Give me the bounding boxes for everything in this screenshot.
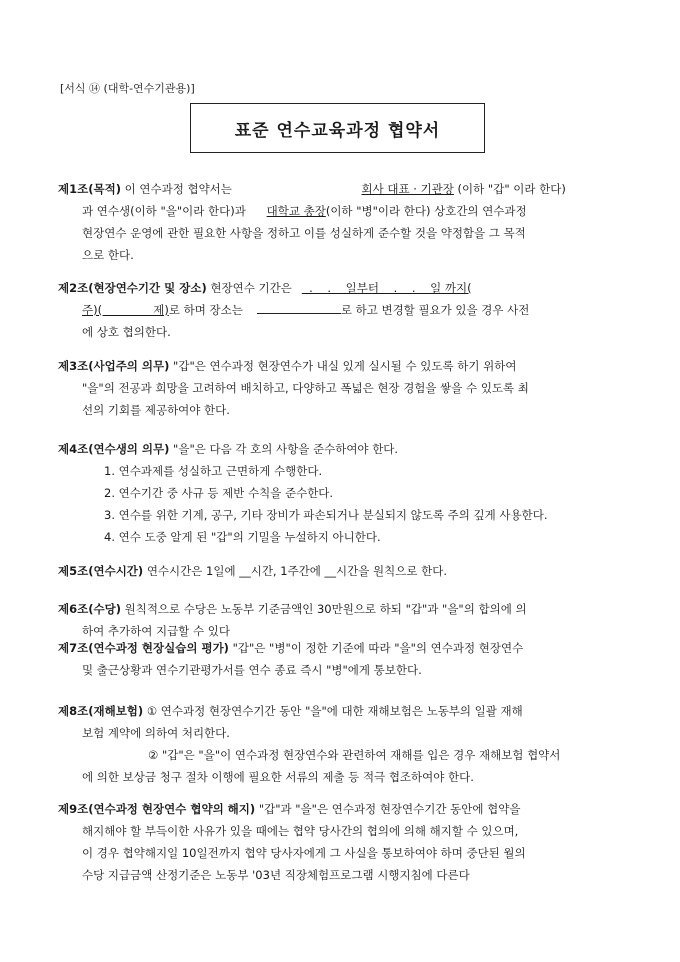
- article-6-heading: 제6조(수당): [58, 602, 121, 616]
- article-5-line-1: [58, 560, 626, 582]
- article-2: [58, 277, 626, 343]
- article-1-line-4: 으로 한다.: [82, 248, 134, 262]
- article-1-heading: 제1조(목적): [58, 182, 121, 196]
- form-label: [서식 ⑭ (대학-연수기관용)]: [60, 82, 195, 95]
- article-3-heading: 제3조(사업주의 의무): [58, 359, 170, 373]
- article-4: [58, 438, 626, 548]
- article-2-text-3: 로 하고 변경할 필요가 있을 경우 사전: [340, 303, 530, 317]
- article-3: [58, 355, 626, 421]
- article-3-line-2: "을"의 전공과 희망을 고려하여 배치하고, 다양하고 폭넓은 현장 경험을 쌓을 수 있도록 최: [82, 381, 529, 395]
- article-9-heading: 제9조(연수과정 현장연수 협약의 해지): [58, 802, 256, 816]
- article-9-line-3: 이 경우 협약해지일 10일전까지 협약 당사자에게 그 사실을 통보하여야 하며 중단된 월의: [82, 846, 526, 860]
- article-6-line-2: 하여 추가하여 지급할 수 있다: [82, 624, 230, 638]
- article-8: [58, 700, 626, 788]
- article-6-text-1: 원칙적으로 수당은 노동부 기준금액인 30만원으로 하되 "갑"과 "을"의 합의에 의: [120, 602, 527, 616]
- article-9-line-2: 해지해야 할 부득이한 사유가 있을 때에는 협약 당사간의 협의에 의해 해지할 수 있으며,: [82, 824, 519, 838]
- article-3-line-1: [58, 355, 626, 377]
- article-1-text-2: (이하 "갑" 이라 한다): [453, 182, 566, 196]
- article-9-line-4: 수당 지급금액 산정기준은 노동부 '03년 직장체험프로그램 시행지침에 다른다: [82, 868, 470, 882]
- article-4-line-1: [58, 438, 626, 460]
- article-2-line-1: [58, 277, 626, 299]
- article-8-line-2: 보험 계약에 의하여 처리한다.: [82, 726, 230, 740]
- article-8-line-4: 에 의한 보상금 청구 절차 이행에 필요한 서류의 제출 등 적극 협조하여야 한다.: [82, 770, 474, 784]
- article-9-line-1: [58, 798, 626, 820]
- article-5-heading: 제5조(연수시간): [58, 564, 144, 578]
- article-1-party-c-blank: 대학교 총장: [266, 204, 326, 218]
- article-3-line-3: 선의 기회를 제공하여야 한다.: [82, 403, 230, 417]
- article-1-text-4: (이하 "병"이라 한다) 상호간의 연수과정: [325, 204, 527, 218]
- article-1-line-1: [58, 178, 626, 200]
- article-8-text-1: ① 연수과정 현장연수기간 동안 "을"에 대한 재해보험은 노동부의 일괄 재해: [143, 704, 523, 718]
- article-8-line-1: [58, 700, 626, 722]
- article-2-text-1: 현장연수 기간은: [206, 281, 292, 295]
- article-4-item: 3. 연수를 위한 기계, 공구, 기타 장비가 파손되거나 분실되지 않도록 주의 깊게 사용한다.: [104, 508, 548, 522]
- article-2-text-2: 로 하며 장소는: [168, 303, 243, 317]
- article-8-heading: 제8조(재해보험): [58, 704, 144, 718]
- article-3-text-1: "갑"은 연수과정 현장연수가 내실 있게 실시될 수 있도록 하기 위하여: [169, 359, 517, 373]
- article-1-line-2: [58, 200, 626, 222]
- article-7: [58, 637, 626, 681]
- article-2-place-blank: [257, 301, 341, 314]
- article-7-heading: 제7조(연수과정 현장실습의 평가): [58, 641, 229, 655]
- article-5: [58, 560, 626, 582]
- document-title: 표준 연수교육과정 협약서: [234, 120, 441, 141]
- article-4-text-1: "을"은 다음 각 호의 사항을 준수하여야 한다.: [169, 442, 399, 456]
- article-5-text-1: 연수시간은 1일에 __시간, 1주간에 __시간을 원칙으로 한다.: [143, 564, 447, 578]
- article-1-party-a-blank: 회사 대표 · 기관장: [361, 182, 454, 196]
- article-2-line-3: 에 상호 협의한다.: [82, 325, 171, 339]
- article-1-text-1: 이 연수과정 협약서는: [120, 182, 232, 196]
- article-2-period-blank: . . 일부터 . . 일 까지(: [301, 281, 472, 295]
- document-title-box: [190, 103, 485, 153]
- article-7-line-2: 및 출근상황과 연수기관평가서를 연수 종료 즉시 "병"에게 통보한다.: [82, 663, 422, 677]
- article-2-weeks-blank: 주)( 제): [82, 303, 169, 317]
- article-8-line-3: ② "갑"은 "을"이 연수과정 현장연수와 관련하여 재해를 입은 경우 재해보험 협약서: [148, 748, 561, 762]
- article-6: [58, 598, 626, 642]
- article-6-line-1: [58, 598, 626, 620]
- article-4-item: 1. 연수과제를 성실하고 근면하게 수행한다.: [104, 464, 323, 478]
- article-1-text-3: 과 연수생(이하 "을"이라 한다)과: [82, 204, 246, 218]
- article-7-text-1: "갑"은 "병"이 정한 기준에 따라 "을"의 연수과정 현장연수: [228, 641, 524, 655]
- article-1: [58, 178, 626, 266]
- article-9: [58, 798, 626, 886]
- article-1-line-3: 현장연수 운영에 관한 필요한 사항을 정하고 이를 성실하게 준수할 것을 약정함을 그 목적: [82, 226, 526, 240]
- article-2-heading: 제2조(현장연수기간 및 장소): [58, 281, 207, 295]
- article-7-line-1: [58, 637, 626, 659]
- article-9-text-1: "갑"과 "을"은 연수과정 현장연수기간 동안에 협약을: [255, 802, 521, 816]
- article-4-item: 2. 연수기간 중 사규 등 제반 수칙을 준수한다.: [104, 486, 334, 500]
- article-4-heading: 제4조(연수생의 의무): [58, 442, 170, 456]
- article-4-item: 4. 연수 도중 알게 된 "갑"의 기밀을 누설하지 아니한다.: [104, 530, 381, 544]
- article-2-line-2: [58, 299, 626, 321]
